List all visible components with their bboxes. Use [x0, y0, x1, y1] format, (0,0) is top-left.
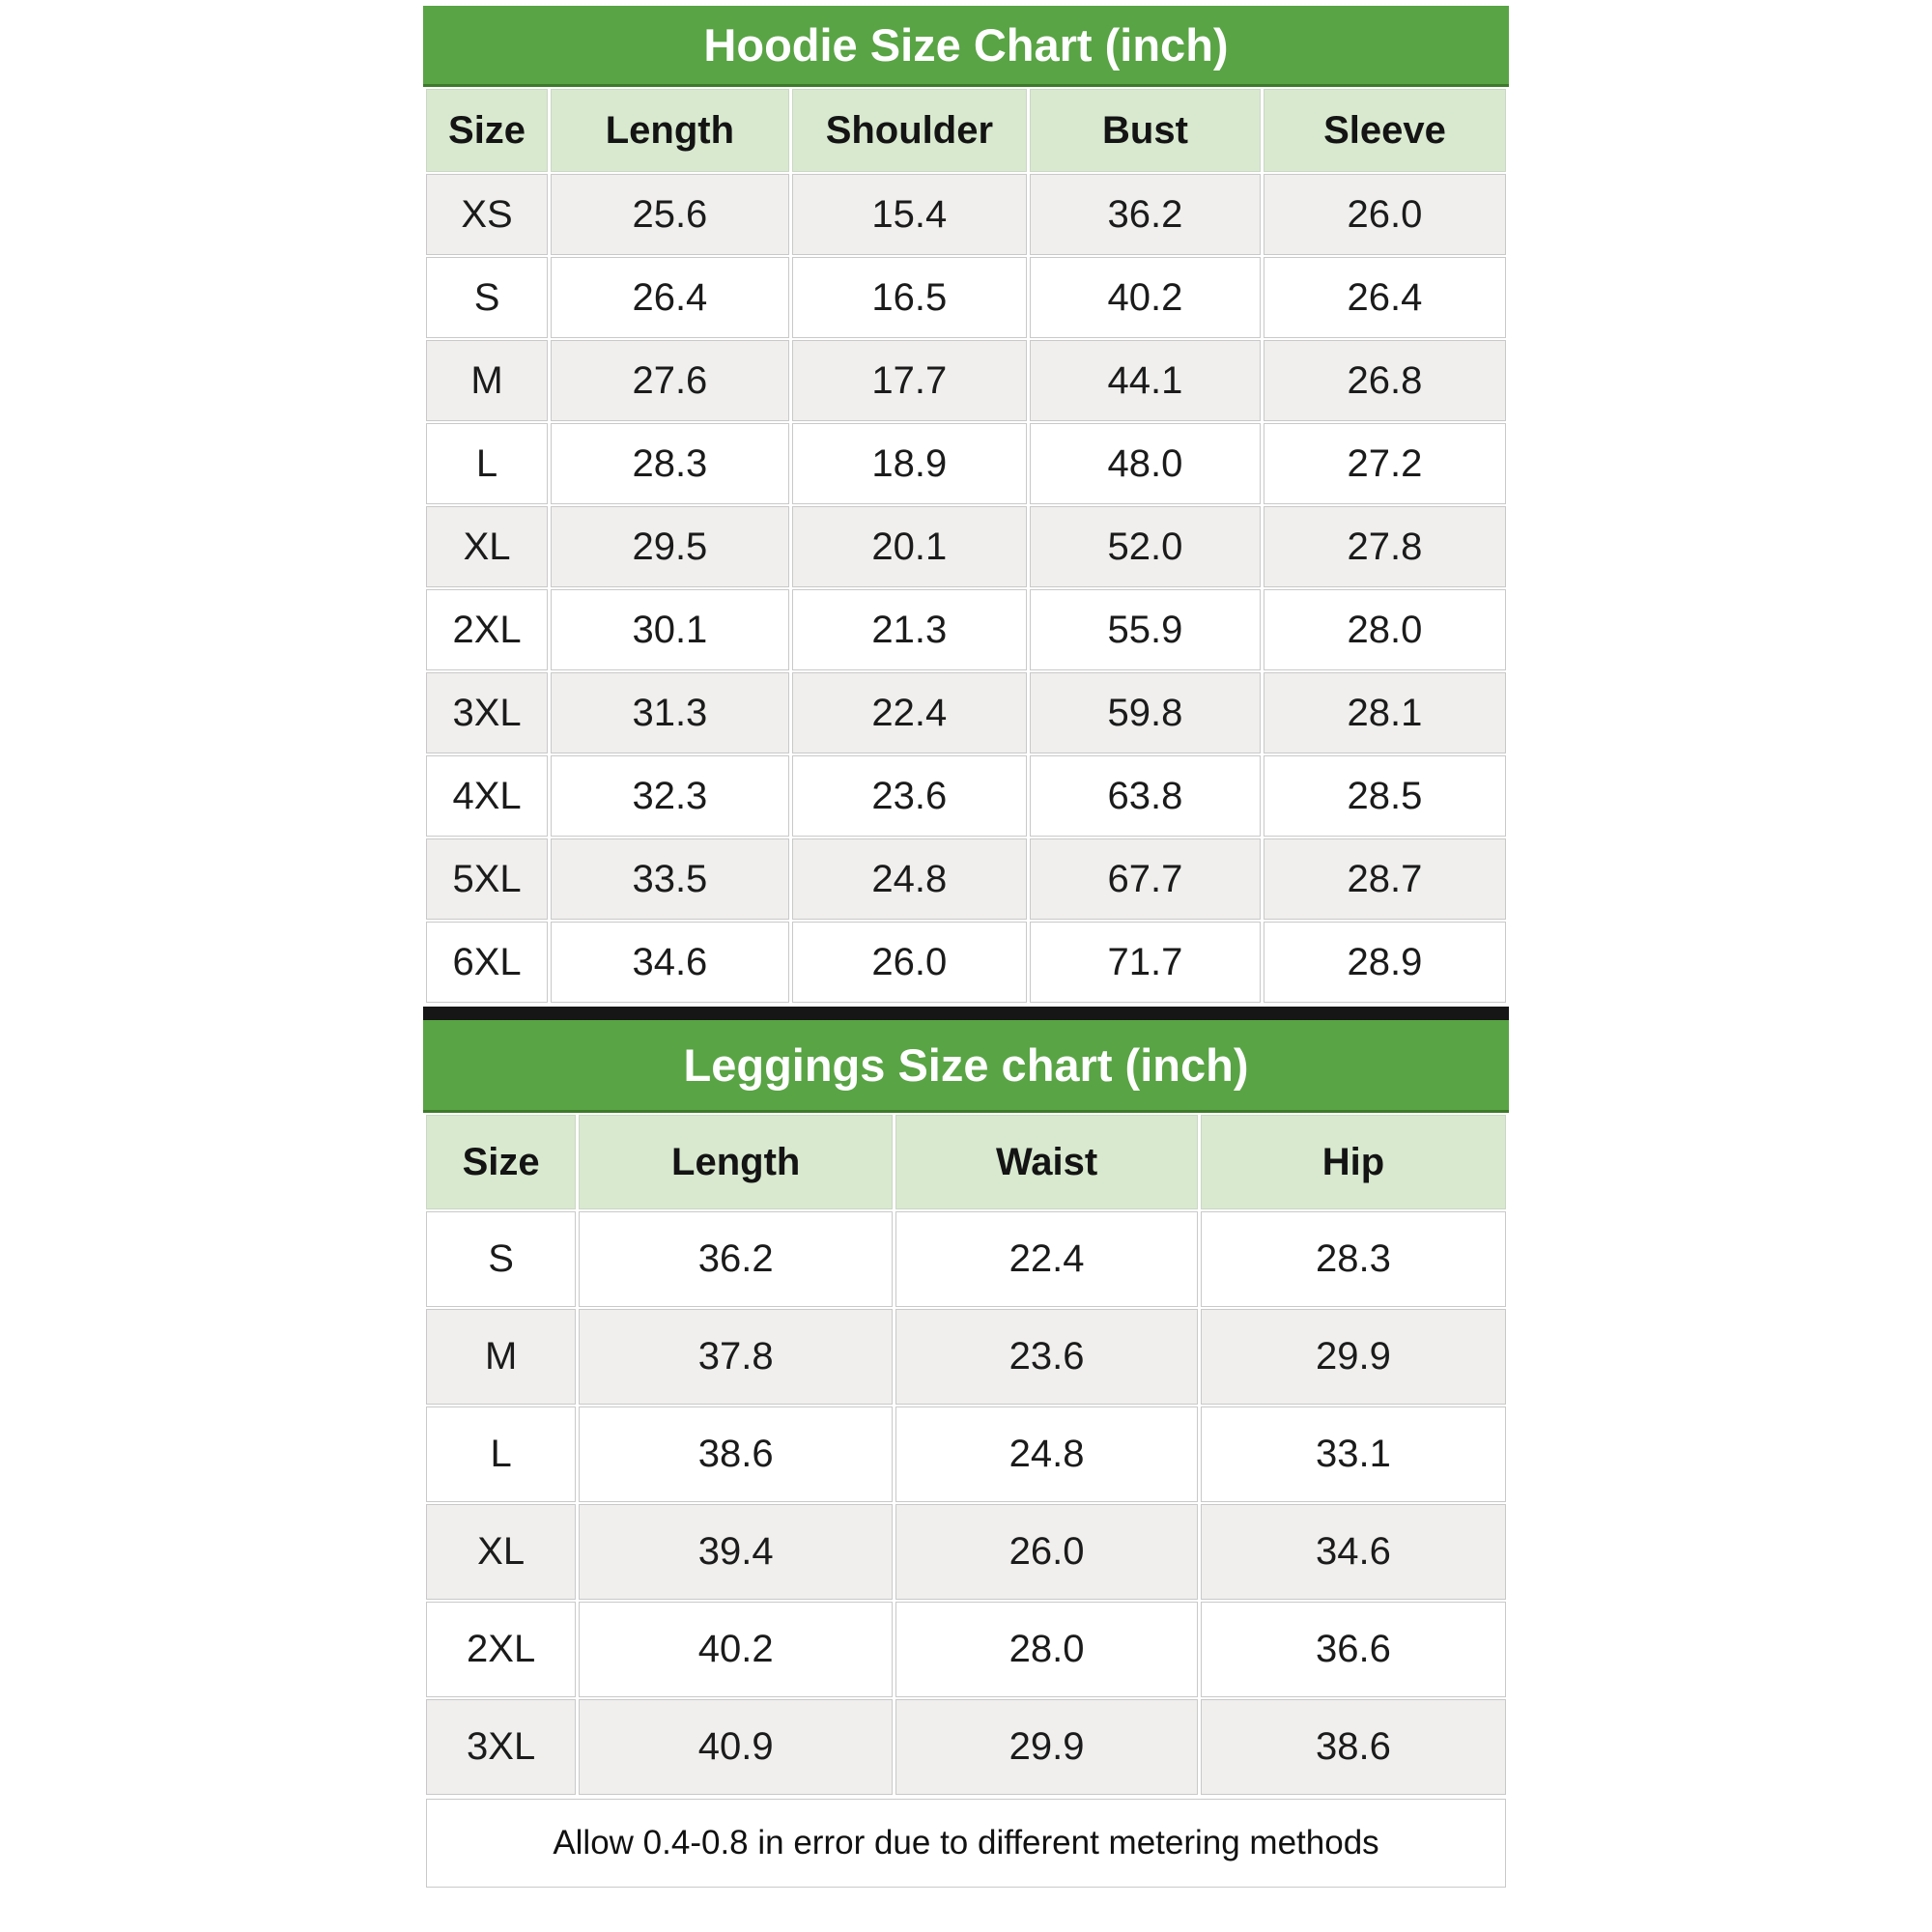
table-row	[426, 257, 1506, 338]
measurement-cell: 30.1	[551, 589, 789, 670]
measurement-cell: 26.4	[551, 257, 789, 338]
measurement-cell: 63.8	[1030, 755, 1261, 837]
hoodie-size-chart-section	[423, 6, 1509, 1005]
measurement-cell: 26.8	[1264, 340, 1506, 421]
measurement-cell: 24.8	[792, 838, 1027, 920]
hoodie-header-row	[426, 89, 1506, 172]
measurement-cell: 33.5	[551, 838, 789, 920]
size-label-cell: XS	[426, 174, 548, 255]
measurement-cell: 17.7	[792, 340, 1027, 421]
measurement-cell: 34.6	[551, 922, 789, 1003]
table-row	[426, 1309, 1506, 1405]
table-row	[426, 922, 1506, 1003]
measurement-cell: 39.4	[579, 1504, 893, 1600]
column-header-waist: Waist	[895, 1115, 1198, 1209]
measurement-cell: 38.6	[1201, 1699, 1506, 1795]
measurement-cell: 27.6	[551, 340, 789, 421]
hoodie-chart-title: Hoodie Size Chart (inch)	[423, 6, 1509, 87]
measurement-cell: 29.9	[1201, 1309, 1506, 1405]
size-label-cell: 2XL	[426, 589, 548, 670]
size-label-cell: M	[426, 340, 548, 421]
measurement-cell: 32.3	[551, 755, 789, 837]
measurement-cell: 67.7	[1030, 838, 1261, 920]
measurement-cell: 28.0	[895, 1602, 1198, 1697]
measurement-cell: 21.3	[792, 589, 1027, 670]
table-row	[426, 1504, 1506, 1600]
leggings-chart-title: Leggings Size chart (inch)	[423, 1020, 1509, 1113]
column-header-bust: Bust	[1030, 89, 1261, 172]
measurement-cell: 28.0	[1264, 589, 1506, 670]
size-chart-page	[423, 0, 1509, 1888]
measurement-cell: 24.8	[895, 1406, 1198, 1502]
measurement-cell: 37.8	[579, 1309, 893, 1405]
size-label-cell: 3XL	[426, 672, 548, 753]
size-label-cell: S	[426, 257, 548, 338]
table-row	[426, 838, 1506, 920]
table-row	[426, 340, 1506, 421]
measurement-cell: 18.9	[792, 423, 1027, 504]
measurement-cell: 36.2	[579, 1211, 893, 1307]
measurement-cell: 15.4	[792, 174, 1027, 255]
table-row	[426, 589, 1506, 670]
column-header-sleeve: Sleeve	[1264, 89, 1506, 172]
measurement-cell: 71.7	[1030, 922, 1261, 1003]
measurement-cell: 44.1	[1030, 340, 1261, 421]
hoodie-table-body	[426, 174, 1506, 1003]
measurement-cell: 22.4	[792, 672, 1027, 753]
size-label-cell: S	[426, 1211, 576, 1307]
size-label-cell: 2XL	[426, 1602, 576, 1697]
measurement-cell: 59.8	[1030, 672, 1261, 753]
column-header-size: Size	[426, 89, 548, 172]
table-row	[426, 506, 1506, 587]
column-header-length: Length	[579, 1115, 893, 1209]
measurement-cell: 26.0	[792, 922, 1027, 1003]
measurement-cell: 28.3	[551, 423, 789, 504]
size-label-cell: 5XL	[426, 838, 548, 920]
column-header-hip: Hip	[1201, 1115, 1506, 1209]
measurement-cell: 40.9	[579, 1699, 893, 1795]
size-label-cell: L	[426, 423, 548, 504]
measurement-cell: 28.3	[1201, 1211, 1506, 1307]
measurement-cell: 29.9	[895, 1699, 1198, 1795]
measurement-cell: 38.6	[579, 1406, 893, 1502]
measurement-cell: 27.2	[1264, 423, 1506, 504]
measurement-cell: 33.1	[1201, 1406, 1506, 1502]
measurement-cell: 16.5	[792, 257, 1027, 338]
measurement-cell: 40.2	[1030, 257, 1261, 338]
hoodie-size-table	[423, 87, 1509, 1005]
size-label-cell: 6XL	[426, 922, 548, 1003]
measurement-cell: 26.0	[895, 1504, 1198, 1600]
column-header-length: Length	[551, 89, 789, 172]
size-label-cell: XL	[426, 1504, 576, 1600]
size-label-cell: XL	[426, 506, 548, 587]
measurement-cell: 23.6	[792, 755, 1027, 837]
measurement-cell: 31.3	[551, 672, 789, 753]
measurement-cell: 22.4	[895, 1211, 1198, 1307]
size-label-cell: L	[426, 1406, 576, 1502]
leggings-size-table	[423, 1113, 1509, 1797]
leggings-size-chart-section	[423, 1020, 1509, 1888]
table-row	[426, 174, 1506, 255]
measurement-cell: 27.8	[1264, 506, 1506, 587]
measurement-cell: 28.7	[1264, 838, 1506, 920]
measurement-cell: 25.6	[551, 174, 789, 255]
table-row	[426, 1211, 1506, 1307]
size-label-cell: 4XL	[426, 755, 548, 837]
measurement-cell: 52.0	[1030, 506, 1261, 587]
measurement-cell: 28.5	[1264, 755, 1506, 837]
leggings-header-row	[426, 1115, 1506, 1209]
measurement-cell: 34.6	[1201, 1504, 1506, 1600]
measurement-cell: 20.1	[792, 506, 1027, 587]
measurement-cell: 26.0	[1264, 174, 1506, 255]
leggings-table-body	[426, 1211, 1506, 1795]
measurement-cell: 26.4	[1264, 257, 1506, 338]
table-separator-bar	[423, 1007, 1509, 1020]
measurement-cell: 40.2	[579, 1602, 893, 1697]
table-row	[426, 755, 1506, 837]
table-row	[426, 423, 1506, 504]
table-row	[426, 1406, 1506, 1502]
measurement-cell: 36.2	[1030, 174, 1261, 255]
size-label-cell: M	[426, 1309, 576, 1405]
measurement-error-note: Allow 0.4-0.8 in error due to different metering methods	[426, 1799, 1506, 1888]
measurement-cell: 36.6	[1201, 1602, 1506, 1697]
column-header-size: Size	[426, 1115, 576, 1209]
table-row	[426, 1699, 1506, 1795]
column-header-shoulder: Shoulder	[792, 89, 1027, 172]
table-row	[426, 1602, 1506, 1697]
table-row	[426, 672, 1506, 753]
measurement-cell: 29.5	[551, 506, 789, 587]
measurement-cell: 48.0	[1030, 423, 1261, 504]
size-label-cell: 3XL	[426, 1699, 576, 1795]
measurement-cell: 23.6	[895, 1309, 1198, 1405]
measurement-cell: 28.9	[1264, 922, 1506, 1003]
measurement-cell: 28.1	[1264, 672, 1506, 753]
measurement-cell: 55.9	[1030, 589, 1261, 670]
